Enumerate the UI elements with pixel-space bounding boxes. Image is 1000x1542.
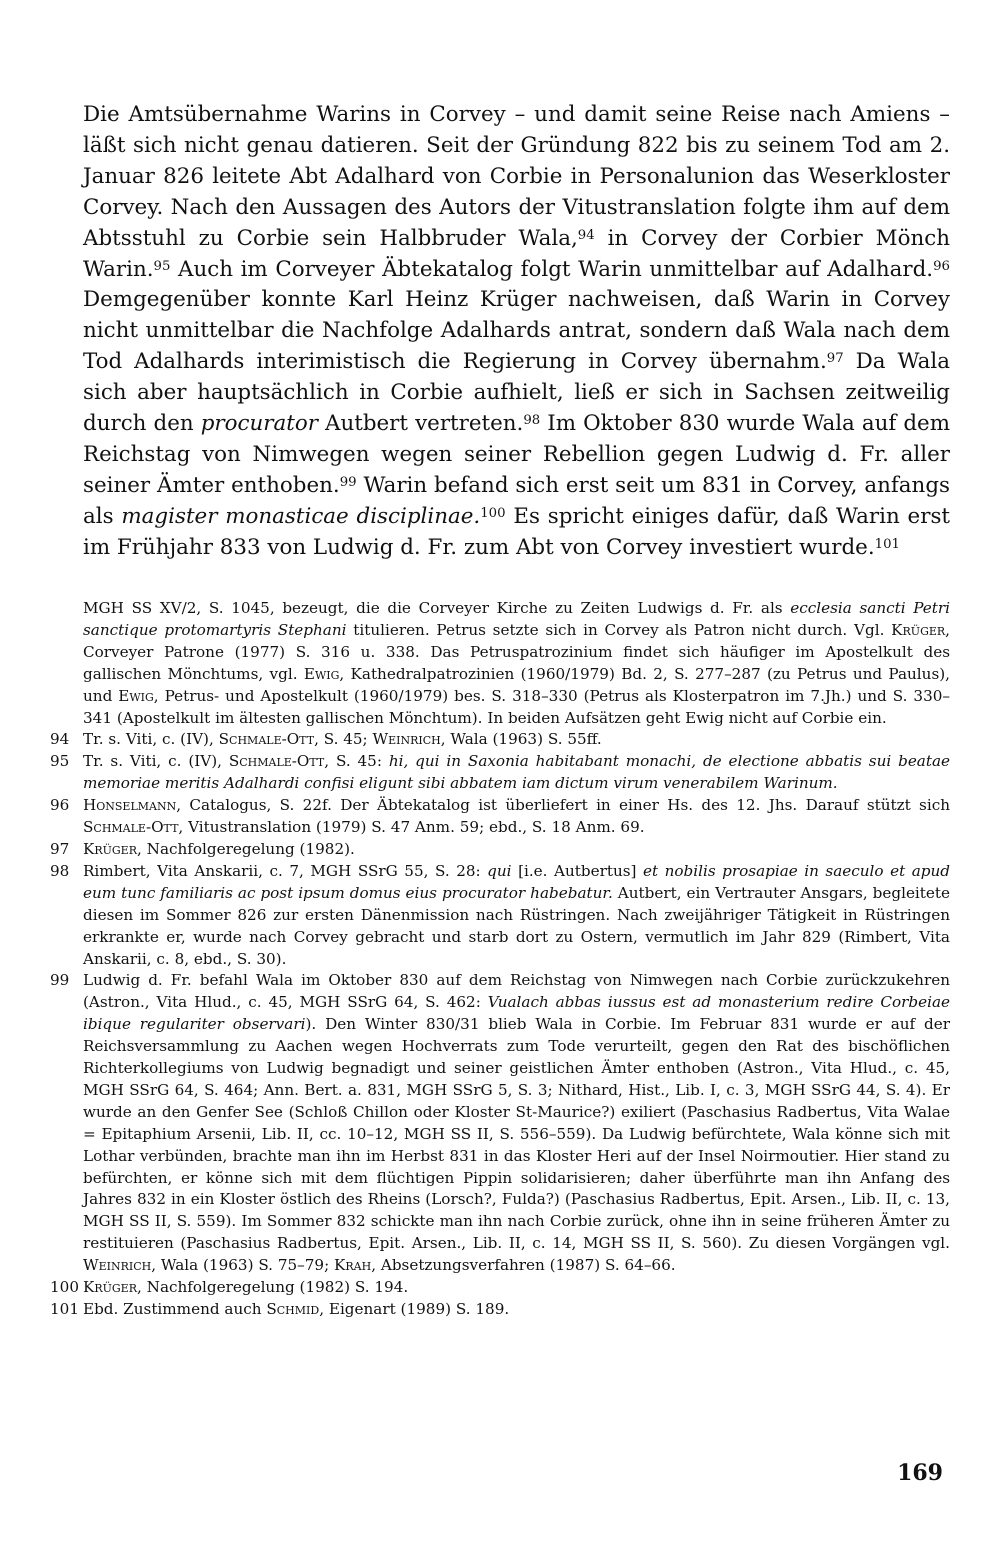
fn-text: , S. 45: bbox=[324, 752, 389, 771]
footnotes bbox=[50, 598, 950, 1321]
fn-italic: qui bbox=[487, 861, 512, 880]
author-name: Weinrich bbox=[83, 1256, 152, 1275]
author-name: Krah bbox=[334, 1256, 372, 1275]
fn-text: titulieren. Petrus setzte sich in Corvey als Patron nicht durch. Vgl. bbox=[346, 620, 892, 639]
fn-text: , Nachfolgeregelung (1982) S. 194. bbox=[137, 1278, 409, 1297]
fn-text: Ebd. Zustimmend auch bbox=[83, 1300, 267, 1318]
fn-text: Tr. s. Viti, c. (IV), bbox=[83, 752, 229, 771]
fn-text: Rimbert, Vita Anskarii, c. 7, MGH SSrG 55, S. 28: bbox=[83, 861, 488, 880]
footnote-96 bbox=[50, 795, 950, 839]
author-name: Schmale-Ott bbox=[228, 752, 325, 771]
fn-italic: hi, qui in Saxonia habitabant monachi, de electione abbatis sui beatae memoriae meritis Adalhardi confisi eligunt sibi abbatem iam dictum virum venerabilem Warinum. bbox=[83, 752, 951, 793]
italic-term: procurator bbox=[200, 411, 318, 437]
footnote-ref[interactable]: 100 bbox=[480, 505, 506, 521]
body-text: Autbert vertreten. bbox=[317, 411, 524, 437]
footnote-ref[interactable]: 96 bbox=[933, 258, 950, 274]
footnote-number: 94 bbox=[50, 730, 70, 749]
footnote-ref[interactable]: 95 bbox=[153, 258, 171, 274]
fn-italic: et nobilis prosapiae in saeculo et apud eum tunc familiaris ac post ipsum domus eius procurator habebatur. bbox=[83, 861, 950, 902]
fn-text: [i.e. Autbertus] bbox=[511, 861, 643, 880]
footnote-100 bbox=[50, 1277, 950, 1299]
body-text: in Corvey der Corbier Mönch Warin. bbox=[83, 225, 950, 282]
italic-term: magister monasticae disciplinae. bbox=[121, 503, 481, 529]
footnote-ref[interactable]: 97 bbox=[826, 351, 844, 367]
footnote-ref[interactable]: 99 bbox=[339, 474, 357, 490]
footnote-101 bbox=[50, 1299, 950, 1321]
main-paragraph bbox=[83, 100, 950, 564]
footnote-95 bbox=[50, 751, 950, 795]
fn-text: , Wala (1963) S. 75–79; bbox=[151, 1256, 335, 1275]
body-text: Warin befand sich erst seit um 831 in Corvey, anfangs als bbox=[83, 472, 950, 529]
footnote-94 bbox=[50, 729, 950, 751]
fn-text: , S. 45; bbox=[314, 730, 373, 749]
body-text: Die Amtsübernahme Warins in Corvey – und damit seine Reise nach Amiens – läßt sich nicht genau datieren. Seit der Gründung 822 bis zu seinem Tod am 2. Januar 826 leitete Abt Adalhard von Corbie in Personalunion das Weserkloster Corvey. Nach den Aussagen des Autors der Vitustranslation folgte ihm auf dem Abtsstuhl zu Corbie sein Halbbruder Wala, bbox=[83, 102, 950, 251]
fn-text: , Catalogus, S. 22f. Der Äbtekatalog ist überliefert in einer Hs. des 12. Jhs. Darauf stützt sich bbox=[176, 796, 950, 815]
body-text: Im Oktober 830 wurde Wala auf dem Reichstag von Nimwegen wegen seiner Rebellion gegen Ludwig d. Fr. aller seiner Ämter enthoben. bbox=[83, 411, 950, 498]
footnote-number: 97 bbox=[50, 839, 70, 858]
footnote-ref[interactable]: 94 bbox=[577, 227, 595, 243]
author-name: Weinrich bbox=[372, 730, 441, 749]
fn-text: , Kathedralpatrozinien (1960/1979) Bd. 2, S. 277–287 (zu Petrus und Paulus), und bbox=[83, 664, 950, 705]
author-name: Schmale-Ott bbox=[83, 818, 179, 837]
author-name: Krüger bbox=[83, 1278, 137, 1297]
fn-text: Ludwig d. Fr. befahl Wala im Oktober 830 auf dem Reichstag von Nimwegen nach Corbie zurückzukehren (Astron., Vita Hlud., c. 45, MGH SSrG 64, S. 462: bbox=[83, 971, 950, 1012]
footnote-number: 101 bbox=[50, 1300, 79, 1318]
author-name: Honselmann bbox=[83, 796, 177, 815]
body-text: Da Wala sich aber hauptsächlich in Corbie aufhielt, ließ er sich in Sachsen zeitweilig durch den bbox=[83, 349, 950, 437]
fn-text: , Wala (1963) S. 55ff. bbox=[440, 730, 602, 749]
author-name: Schmale-Ott bbox=[218, 730, 315, 749]
footnote-number: 96 bbox=[50, 796, 70, 815]
footnote-number: 98 bbox=[50, 861, 70, 880]
footnote-continuation bbox=[50, 598, 950, 729]
fn-text: Tr. s. Viti, c. (IV), bbox=[83, 730, 219, 749]
footnote-98 bbox=[50, 861, 950, 971]
author-name: Ewig bbox=[303, 664, 340, 683]
footnote-99 bbox=[50, 970, 950, 1277]
footnote-number: 100 bbox=[50, 1278, 79, 1297]
body-text: Es spricht einiges dafür, daß Warin erst im Frühjahr 833 von Ludwig d. Fr. zum Abt von Corvey investiert wurde. bbox=[83, 503, 951, 560]
fn-text: ). Den Winter 830/31 blieb Wala in Corbie. Im Februar 831 wurde er auf der Reichsversammlung zu Aachen wegen Hochverrats zum Tode verurteilt, gegen den Rat des bischöflichen Richterkollegiums von Ludwig begnadigt und seiner geistlichen Ämter enthoben (Astron., Vita Hlud., c. 45, MGH SSrG 64, S. 464; Ann. Bert. a. 831, MGH SSrG 5, S. 3; Nithard, Hist., Lib. I, c. 3, MGH SSrG 44, S. 4). Er wurde an den Genfer See (Schloß Chillon oder Kloster St-Maurice?) exiliert (Paschasius Radbertus, Vita Walae = Epitaphium Arsenii, Lib. II, cc. 10–12, MGH SS II, S. 556–559). Da Ludwig befürchtete, Wala könne sich mit Lothar verbünden, brachte man ihn im Herbst 831 in das Kloster Heri auf der Insel Noirmoutier. Hier stand zu befürchten, er könne sich mit dem flüchtigen Pippin solidarisieren; daher überführte man ihn Anfang des Jahres 832 in ein Kloster östlich des Rheins (Lorsch?, Fulda?) (Paschasius Radbertus, Epit. Arsen., Lib. II, c. 13, MGH SS II, S. 559). Im Sommer 832 schickte man ihn nach Corbie zurück, ohne ihn in seine früheren Ämter zu restituieren (Paschasius Radbertus, Epit. Arsen., Lib. II, c. 14, MGH SS II, S. 560). Zu diesen Vorgängen vgl. bbox=[83, 1015, 950, 1253]
fn-text: , Petrus- und Apostelkult (1960/1979) bes. S. 318–330 (Petrus als Klosterpatron im 7.Jh.) und S. 330–341 (Apostelkult im ältesten gallischen Mönchtum). In beiden Aufsätzen geht Ewig nicht auf Corbie ein. bbox=[83, 686, 950, 727]
footnote-number: 95 bbox=[50, 752, 70, 771]
author-name: Krüger bbox=[891, 620, 946, 639]
fn-text: , Vitustranslation (1979) S. 47 Anm. 59; ebd., S. 18 Anm. 69. bbox=[178, 818, 645, 837]
fn-text: MGH SS XV/2, S. 1045, bezeugt, die die Corveyer Kirche zu Zeiten Ludwigs d. Fr. als bbox=[83, 599, 791, 617]
body-text: Auch im Corveyer Äbtekatalog folgt Warin unmittelbar auf Adalhard. bbox=[170, 256, 934, 282]
fn-text: , Eigenart (1989) S. 189. bbox=[319, 1300, 510, 1318]
author-name: Schmid bbox=[266, 1300, 320, 1318]
footnote-number: 99 bbox=[50, 971, 70, 990]
body-text: Demgegenüber konnte Karl Heinz Krüger nachweisen, daß Warin in Corvey nicht unmittelbar die Nachfolge Adalhards antrat, sondern daß Wala nach dem Tod Adalhards interimistisch die Regierung in Corvey übernahm. bbox=[83, 287, 950, 375]
footnote-97 bbox=[50, 839, 950, 861]
fn-text: , Nachfolgeregelung (1982). bbox=[137, 839, 355, 858]
fn-italic: ecclesia sancti Petri sanctique protomartyris Stephani bbox=[83, 599, 950, 639]
author-name: Ewig bbox=[118, 686, 154, 705]
fn-text: , Absetzungsverfahren (1987) S. 64–66. bbox=[371, 1256, 676, 1275]
author-name: Krüger bbox=[83, 839, 137, 858]
fn-italic: Vualach abbas iussus est ad monasterium redire Corbeiae ibique regulariter observari bbox=[83, 993, 950, 1034]
fn-text: Autbert, ein Vertrauter Ansgars, begleitete diesen im Sommer 826 zur ersten Dänenmission nach Rüstringen. Nach zweijähriger Tätigkeit in Rüstringen erkrankte er, wurde nach Corvey gebracht und starb dort zu Ostern, vermutlich im Jahr 829 (Rimbert, Vita Anskarii, c. 8, ebd., S. 30). bbox=[83, 883, 950, 968]
page-number: 169 bbox=[897, 1460, 943, 1486]
footnote-ref[interactable]: 98 bbox=[523, 413, 541, 429]
footnote-ref[interactable]: 101 bbox=[874, 536, 900, 552]
fn-text: , Corveyer Patrone (1977) S. 316 u. 338. Das Petruspatrozinium findet sich häufiger im Apostelkult des gallischen Mönchtums, vgl. bbox=[83, 620, 950, 683]
